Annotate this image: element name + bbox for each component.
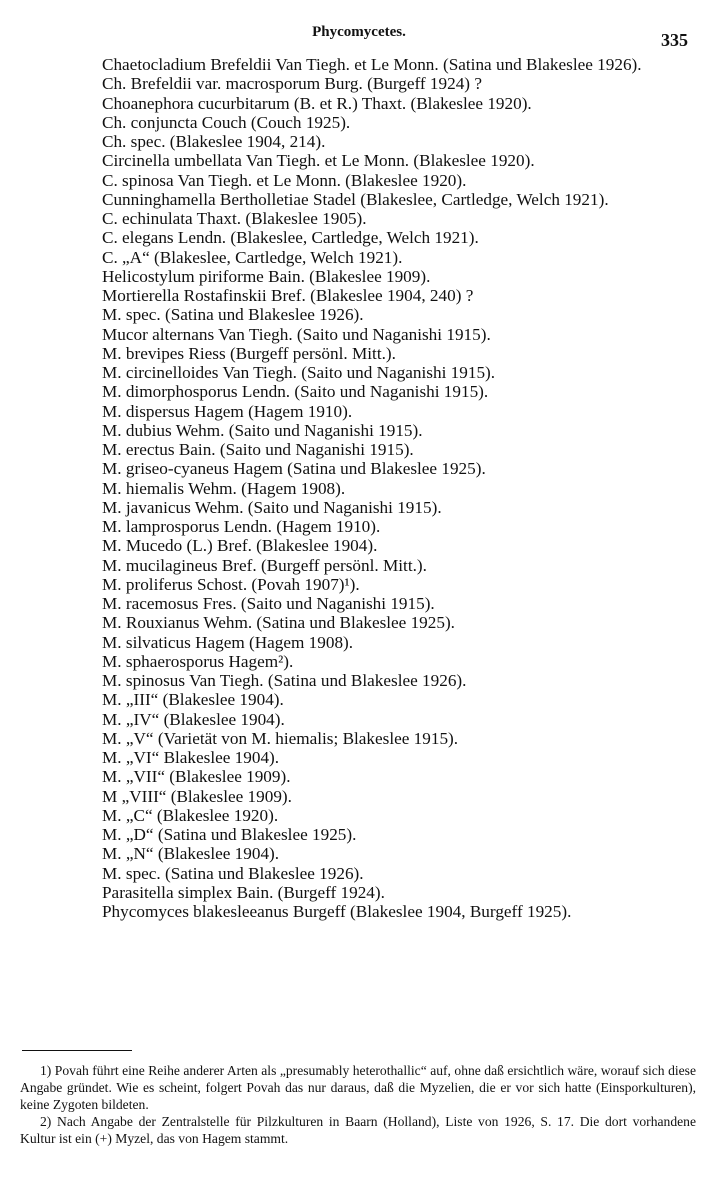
list-item: M. „III“ (Blakeslee 1904).	[102, 690, 284, 710]
running-title: Phycomycetes.	[312, 24, 406, 40]
list-item: M. proliferus Schost. (Povah 1907)¹).	[102, 574, 360, 594]
list-item: Cunninghamella Bertholletiae Stadel (Blakeslee, Cartledge, Welch 1921).	[102, 189, 609, 209]
footnote-1: 1) Povah führt eine Reihe anderer Arten als „presumably heterothallic“ auf, ohne daß ersichtlich wäre, worauf sich diese Angabe gründet. Wie es scheint, folgert Povah das nur daraus, daß die Myzelien, die er vor sich hatte (Einsporkulturen), keine Zygoten bildeten.	[20, 1063, 696, 1112]
list-item: M. „C“ (Blakeslee 1920).	[102, 805, 279, 825]
list-item: M. erectus Bain. (Saito und Naganishi 1915).	[102, 440, 414, 459]
list-item: M. „IV“ (Blakeslee 1904).	[102, 709, 285, 729]
list-item: M. dubius Wehm. (Saito und Naganishi 1915).	[102, 420, 423, 440]
list-item: Ch. spec. (Blakeslee 1904, 214).	[102, 132, 326, 151]
list-item: M. dispersus Hagem (Hagem 1910).	[102, 401, 353, 421]
list-item: Ch. conjuncta Couch (Couch 1925).	[102, 112, 351, 132]
list-item: C. spinosa Van Tiegh. et Le Monn. (Blakeslee 1920).	[102, 170, 467, 190]
list-item: M. racemosus Fres. (Saito und Naganishi 1915).	[102, 594, 435, 613]
species-list	[102, 55, 692, 921]
list-item: M. spinosus Van Tiegh. (Satina und Blakeslee 1926).	[102, 671, 467, 690]
list-item: M. spec. (Satina und Blakeslee 1926).	[102, 863, 364, 883]
list-item: C. „A“ (Blakeslee, Cartledge, Welch 1921).	[102, 247, 403, 267]
list-item: M. Rouxianus Wehm. (Satina und Blakeslee 1925).	[102, 613, 455, 633]
footnotes	[20, 1062, 696, 1147]
list-item: Mucor alternans Van Tiegh. (Saito und Naganishi 1915).	[102, 324, 491, 344]
list-item: M. „V“ (Varietät von M. hiemalis; Blakeslee 1915).	[102, 728, 459, 748]
list-item: Choanephora cucurbitarum (B. et R.) Thaxt. (Blakeslee 1920).	[102, 93, 532, 113]
list-item: M. Mucedo (L.) Bref. (Blakeslee 1904).	[102, 536, 378, 556]
page-header	[0, 22, 718, 50]
list-item: M. dimorphosporus Lendn. (Saito und Naganishi 1915).	[102, 382, 489, 402]
list-item: M. sphaerosporus Hagem²).	[102, 651, 294, 671]
list-item: Helicostylum piriforme Bain. (Blakeslee 1909).	[102, 266, 431, 286]
list-item: M. griseo-cyaneus Hagem (Satina und Blakeslee 1925).	[102, 459, 486, 479]
list-item: Mortierella Rostafinskii Bref. (Blakeslee 1904, 240) ?	[102, 286, 474, 305]
list-item: M. brevipes Riess (Burgeff persönl. Mitt.).	[102, 343, 396, 363]
list-item: C. echinulata Thaxt. (Blakeslee 1905).	[102, 209, 367, 228]
footnote-2: 2) Nach Angabe der Zentralstelle für Pilzkulturen in Baarn (Holland), Liste von 1926, S. 17. Die dort vorhandene Kultur ist ein (+) Myzel, das von Hagem stammt.	[20, 1114, 696, 1146]
list-item: M. hiemalis Wehm. (Hagem 1908).	[102, 478, 346, 498]
page-number: 335	[661, 30, 688, 50]
list-item: Ch. Brefeldii var. macrosporum Burg. (Burgeff 1924) ?	[102, 74, 482, 94]
list-item: C. elegans Lendn. (Blakeslee, Cartledge, Welch 1921).	[102, 228, 479, 248]
list-item: M. silvaticus Hagem (Hagem 1908).	[102, 632, 354, 652]
list-item: M. lamprosporus Lendn. (Hagem 1910).	[102, 517, 381, 536]
list-item: M. „VII“ (Blakeslee 1909).	[102, 767, 291, 787]
list-item: M. javanicus Wehm. (Saito und Naganishi 1915).	[102, 497, 442, 517]
list-item: Parasitella simplex Bain. (Burgeff 1924).	[102, 882, 385, 902]
list-item: Chaetocladium Brefeldii Van Tiegh. et Le Monn. (Satina und Blakeslee 1926).	[102, 55, 642, 74]
footnote-divider	[22, 1050, 132, 1051]
list-item: Circinella umbellata Van Tiegh. et Le Monn. (Blakeslee 1920).	[102, 151, 535, 171]
list-item: M. „VI“ Blakeslee 1904).	[102, 748, 280, 767]
list-item: M. „N“ (Blakeslee 1904).	[102, 844, 280, 864]
list-item: M. spec. (Satina und Blakeslee 1926).	[102, 305, 364, 325]
list-item: M. circinelloides Van Tiegh. (Saito und Naganishi 1915).	[102, 363, 496, 382]
list-item: M „VIII“ (Blakeslee 1909).	[102, 786, 292, 806]
list-item: Phycomyces blakesleeanus Burgeff (Blakeslee 1904, Burgeff 1925).	[102, 902, 572, 921]
list-item: M. „D“ (Satina und Blakeslee 1925).	[102, 825, 357, 844]
list-item: M. mucilagineus Bref. (Burgeff persönl. Mitt.).	[102, 555, 427, 575]
